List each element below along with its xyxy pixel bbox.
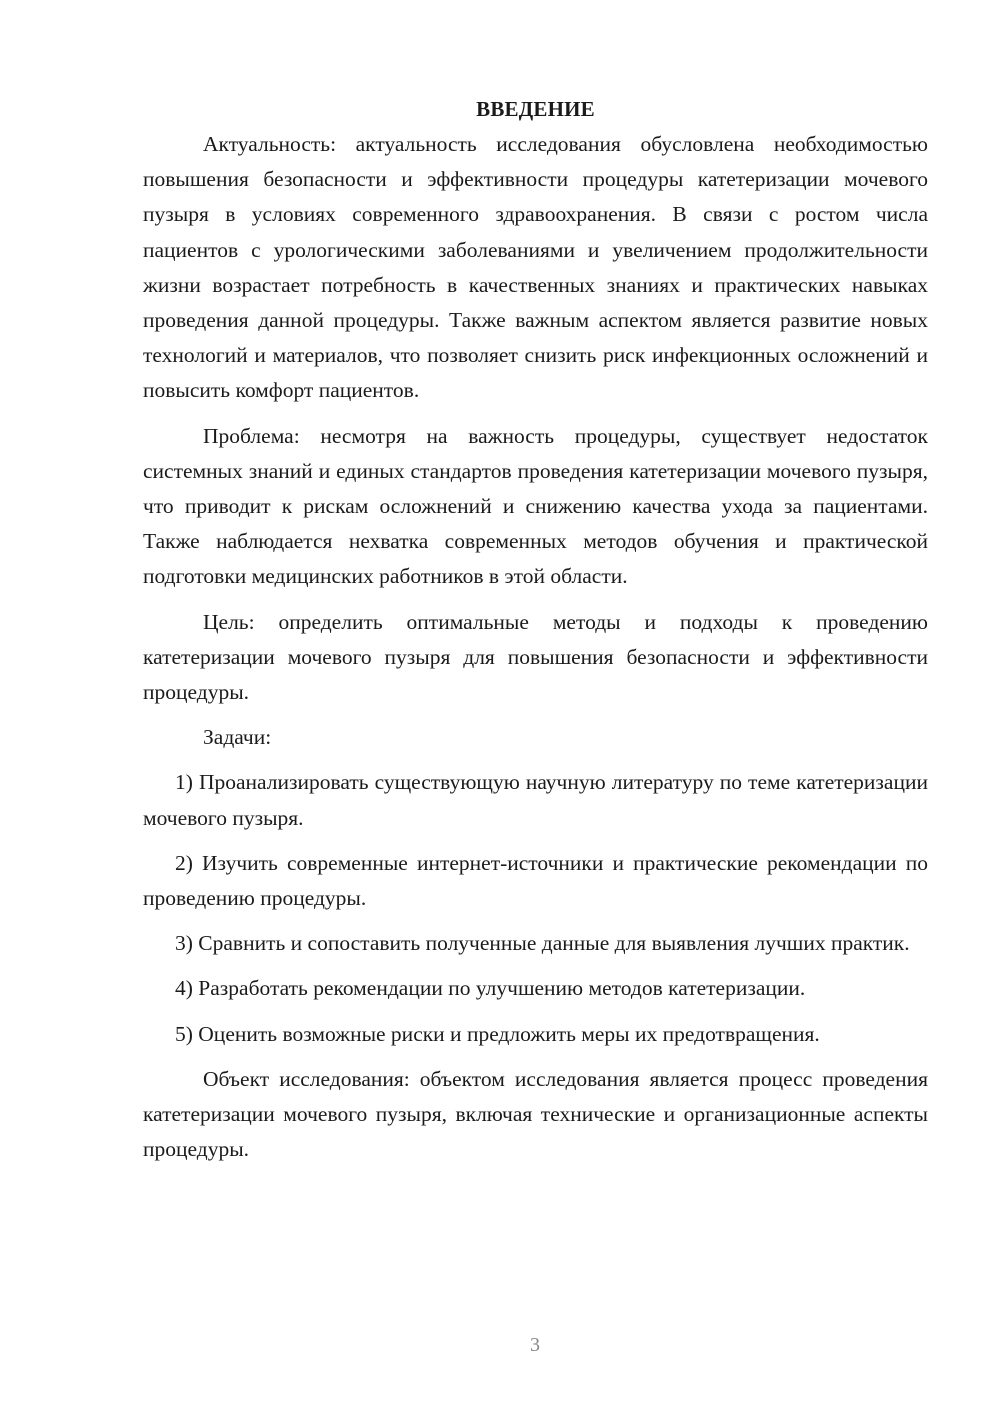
paragraph-goal: Цель: определить оптимальные методы и подходы к проведению катетеризации мочевого пузыря для повышения безопасности и эффективности процедуры.	[143, 609, 928, 705]
paragraph-relevance: Актуальность: актуальность исследования обусловлена необходимостью повышения безопасности и эффективности процедуры катетеризации мочевого пузыря в условиях современного здравоохранения. В связи с ростом числа пациентов с урологическими заболеваниями и увеличением продолжительности жизни возрастает потребность в качественных знаниях и практических навыках проведения данной процедуры. Также важным аспектом является развитие новых технологий и материалов, что позволяет снизить риск инфекционных осложнений и повысить комфорт пациентов.	[143, 132, 928, 403]
tasks-list	[143, 765, 928, 1051]
list-item: 3) Сравнить и сопоставить полученные данные для выявления лучших практик.	[175, 931, 910, 956]
document-page	[143, 92, 928, 1167]
section-title: ВВЕДЕНИЕ	[476, 97, 595, 121]
list-item: 5) Оценить возможные риски и предложить меры их предотвращения.	[175, 1021, 820, 1046]
tasks-heading: Задачи:	[203, 725, 272, 750]
paragraph-problem: Проблема: несмотря на важность процедуры, существует недостаток системных знаний и единых стандартов проведения катетеризации мочевого пузыря, что приводит к рискам осложнений и снижению качества ухода за пациентами. Также наблюдается нехватка современных методов обучения и практической подготовки медицинских работников в этой области.	[143, 423, 928, 589]
list-item: 1) Проанализировать существующую научную литературу по теме катетеризации мочевого пузыря.	[143, 770, 928, 830]
list-item: 4) Разработать рекомендации по улучшению методов катетеризации.	[175, 976, 806, 1001]
page-number: 3	[530, 1334, 540, 1356]
paragraph-object: Объект исследования: объектом исследования является процесс проведения катетеризации мочевого пузыря, включая технические и организационные аспекты процедуры.	[143, 1066, 928, 1162]
list-item: 2) Изучить современные интернет-источники и практические рекомендации по проведению процедуры.	[143, 850, 928, 911]
